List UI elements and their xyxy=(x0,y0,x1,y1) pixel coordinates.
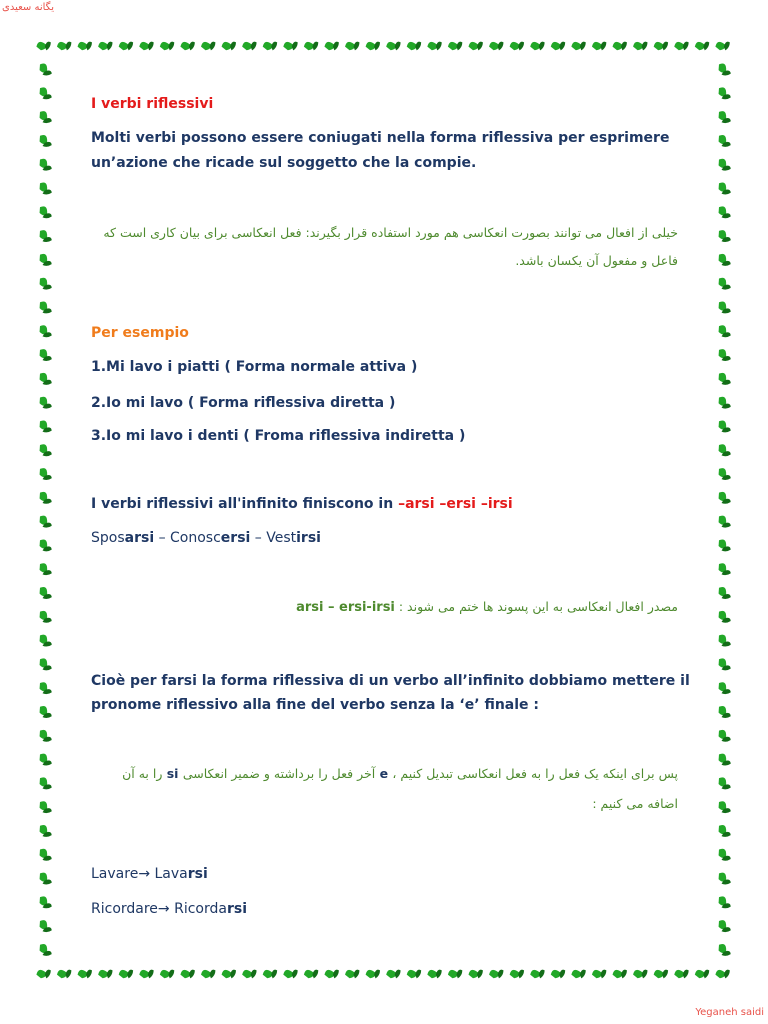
leaf-ornament xyxy=(715,228,733,245)
leaf-ornament xyxy=(715,657,733,674)
leaf-ornament xyxy=(303,38,321,53)
conversion-from: Ricordare xyxy=(91,901,158,917)
leaf-ornament xyxy=(36,62,54,79)
leaf-ornament xyxy=(467,38,485,53)
leaf-ornament xyxy=(35,966,53,981)
leaf-ornament xyxy=(488,966,506,981)
leaf-ornament xyxy=(36,728,54,745)
leaf-ornament xyxy=(715,538,733,555)
leaf-ornament xyxy=(220,966,238,981)
leaf-ornament xyxy=(159,38,177,53)
leaf-ornament xyxy=(56,966,74,981)
leaf-ornament xyxy=(323,966,341,981)
infinitive-endings: –arsi –ersi –irsi xyxy=(398,496,513,512)
leaf-ornament xyxy=(694,966,712,981)
ex1-c: – Conosc xyxy=(154,530,221,546)
leaf-ornament xyxy=(344,966,362,981)
leaf-ornament xyxy=(36,442,54,459)
infinitive-persian-endings: arsi – ersi-irsi xyxy=(296,600,395,615)
leaf-ornament xyxy=(715,490,733,507)
leaf-ornament xyxy=(76,38,94,53)
ex1-f: irsi xyxy=(296,530,321,546)
leaf-ornament xyxy=(715,442,733,459)
leaf-ornament xyxy=(97,966,115,981)
leaf-ornament xyxy=(714,38,732,53)
leaf-ornament xyxy=(36,204,54,221)
leaf-ornament xyxy=(36,252,54,269)
leaf-ornament xyxy=(36,514,54,531)
leaf-ornament xyxy=(715,204,733,221)
leaf-ornament xyxy=(715,347,733,364)
leaf-ornament xyxy=(36,395,54,412)
leaf-ornament xyxy=(591,966,609,981)
leaf-ornament xyxy=(715,775,733,792)
leaf-ornament xyxy=(36,847,54,864)
leaf-ornament xyxy=(200,38,218,53)
leaf-ornament xyxy=(529,966,547,981)
conversion-to-b: rsi xyxy=(187,866,208,882)
leaf-ornament xyxy=(118,966,136,981)
leaf-ornament xyxy=(529,38,547,53)
leaf-ornament xyxy=(262,38,280,53)
infinitive-examples xyxy=(91,530,321,546)
rule-fa-b: آخر فعل را برداشته و ضمیر انعکاسی xyxy=(182,766,376,781)
leaf-ornament xyxy=(36,181,54,198)
leaf-ornament xyxy=(36,585,54,602)
leaf-ornament xyxy=(467,966,485,981)
leaf-ornament xyxy=(611,966,629,981)
intro-persian-line-2: فاعل و مفعول آن یکسان باشد. xyxy=(515,253,678,268)
conversion-row xyxy=(91,866,208,882)
example-item-1: 1.Mi lavo i piatti ( Forma normale attiva ) xyxy=(91,359,418,375)
page-title: I verbi riflessivi xyxy=(91,96,214,112)
leaf-ornament xyxy=(447,966,465,981)
leaf-ornament xyxy=(36,538,54,555)
leaf-ornament xyxy=(715,252,733,269)
leaf-ornament xyxy=(715,514,733,531)
leaf-ornament xyxy=(632,38,650,53)
conversion-to-a: Lava xyxy=(150,866,188,882)
leaf-ornament xyxy=(570,38,588,53)
leaf-ornament xyxy=(323,38,341,53)
leaf-ornament xyxy=(36,109,54,126)
leaf-ornament xyxy=(36,942,54,959)
leaf-ornament xyxy=(385,38,403,53)
leaf-ornament xyxy=(36,157,54,174)
leaf-ornament xyxy=(76,966,94,981)
leaf-ornament xyxy=(282,38,300,53)
rule-fa-c: را به آن xyxy=(122,766,163,781)
leaf-ornament xyxy=(138,966,156,981)
leaf-ornament xyxy=(36,347,54,364)
leaf-ornament xyxy=(36,85,54,102)
leaf-ornament xyxy=(406,38,424,53)
leaf-ornament xyxy=(591,38,609,53)
leaf-ornament xyxy=(118,38,136,53)
leaf-ornament xyxy=(447,38,465,53)
leaf-ornament xyxy=(35,38,53,53)
conversion-arrow: → xyxy=(138,866,151,882)
leaf-ornament xyxy=(36,228,54,245)
rule-fa-si: si xyxy=(162,766,183,781)
leaf-ornament xyxy=(715,300,733,317)
leaf-ornament xyxy=(200,966,218,981)
leaf-ornament xyxy=(488,38,506,53)
leaf-ornament xyxy=(715,561,733,578)
leaf-ornament xyxy=(715,633,733,650)
leaf-ornament xyxy=(715,942,733,959)
leaf-ornament xyxy=(179,966,197,981)
leaf-ornament xyxy=(715,62,733,79)
leaf-ornament xyxy=(406,966,424,981)
leaf-ornament xyxy=(715,752,733,769)
leaf-ornament xyxy=(364,966,382,981)
ex1-e: – Vest xyxy=(250,530,297,546)
ex1-d: ersi xyxy=(220,530,251,546)
leaf-ornament xyxy=(570,966,588,981)
rule-persian-line-1 xyxy=(122,766,678,781)
leaf-ornament xyxy=(611,38,629,53)
intro-line-2: un’azione che ricade sul soggetto che la compie. xyxy=(91,155,477,171)
leaf-ornament xyxy=(36,276,54,293)
leaf-ornament xyxy=(262,966,280,981)
rule-fa-e: e xyxy=(375,766,393,781)
leaf-ornament xyxy=(694,38,712,53)
leaf-ornament xyxy=(715,799,733,816)
leaf-ornament xyxy=(673,966,691,981)
author-name-persian: یگانه سعیدی xyxy=(2,2,54,13)
leaf-ornament xyxy=(715,323,733,340)
ex1-b: arsi xyxy=(124,530,155,546)
leaf-ornament xyxy=(715,871,733,888)
rule-fa-a: پس برای اینکه یک فعل را به فعل انعکاسی تبدیل کنیم ، xyxy=(392,766,678,781)
leaf-ornament xyxy=(715,894,733,911)
leaf-ornament xyxy=(36,894,54,911)
leaf-ornament xyxy=(36,871,54,888)
infinitive-rule xyxy=(91,496,513,512)
leaf-ornament xyxy=(36,657,54,674)
leaf-ornament xyxy=(36,799,54,816)
leaf-ornament xyxy=(715,680,733,697)
example-item-3: 3.Io mi lavo i denti ( Froma riflessiva indiretta ) xyxy=(91,428,466,444)
leaf-ornament xyxy=(715,133,733,150)
leaf-ornament xyxy=(653,38,671,53)
leaf-ornament xyxy=(303,966,321,981)
leaf-ornament xyxy=(138,38,156,53)
ex1-a: Spos xyxy=(91,530,125,546)
leaf-ornament xyxy=(715,585,733,602)
leaf-ornament xyxy=(241,966,259,981)
author-name-footer: Yeganeh saidi xyxy=(695,1007,764,1018)
infinitive-persian xyxy=(296,599,678,615)
leaf-ornament xyxy=(715,371,733,388)
leaf-ornament xyxy=(426,966,444,981)
examples-heading: Per esempio xyxy=(91,325,189,341)
leaf-ornament xyxy=(36,633,54,650)
infinitive-rule-text: I verbi riflessivi all'infinito finiscono in xyxy=(91,496,399,512)
conversion-arrow: → xyxy=(157,901,170,917)
leaf-ornament xyxy=(715,847,733,864)
leaf-ornament xyxy=(715,276,733,293)
intro-line-1: Molti verbi possono essere coniugati nella forma riflessiva per esprimere xyxy=(91,130,670,146)
leaf-ornament xyxy=(364,38,382,53)
leaf-ornament xyxy=(673,38,691,53)
leaf-ornament xyxy=(715,419,733,436)
conversion-to-a: Ricorda xyxy=(169,901,227,917)
leaf-ornament xyxy=(56,38,74,53)
leaf-ornament xyxy=(36,490,54,507)
leaf-ornament xyxy=(36,133,54,150)
leaf-ornament xyxy=(715,728,733,745)
leaf-ornament xyxy=(715,466,733,483)
leaf-ornament xyxy=(550,966,568,981)
leaf-ornament xyxy=(715,157,733,174)
leaf-ornament xyxy=(282,966,300,981)
intro-persian-line-1: خیلی از افعال می توانند بصورت انعکاسی هم مورد استفاده قرار بگیرند: فعل انعکاسی برای بیان کاری است که xyxy=(103,225,678,240)
leaf-ornament xyxy=(715,823,733,840)
leaf-ornament xyxy=(509,966,527,981)
leaf-ornament xyxy=(36,300,54,317)
infinitive-persian-text: مصدر افعال انعکاسی به این پسوند ها ختم می شوند : xyxy=(398,599,678,614)
leaf-ornament xyxy=(715,918,733,935)
leaf-ornament xyxy=(653,966,671,981)
leaf-ornament xyxy=(509,38,527,53)
leaf-ornament xyxy=(385,966,403,981)
leaf-ornament xyxy=(36,561,54,578)
conversion-row xyxy=(91,901,247,917)
leaf-ornament xyxy=(97,38,115,53)
rule-persian-line-2: اضافه می کنیم : xyxy=(592,796,678,811)
leaf-ornament xyxy=(715,704,733,721)
leaf-ornament xyxy=(632,966,650,981)
leaf-ornament xyxy=(36,775,54,792)
leaf-ornament xyxy=(36,419,54,436)
leaf-ornament xyxy=(715,395,733,412)
leaf-ornament xyxy=(426,38,444,53)
leaf-ornament xyxy=(179,38,197,53)
example-item-2: 2.Io mi lavo ( Forma riflessiva diretta ) xyxy=(91,395,396,411)
leaf-ornament xyxy=(159,966,177,981)
conversion-to-b: rsi xyxy=(226,901,248,917)
leaf-ornament xyxy=(36,323,54,340)
leaf-ornament xyxy=(220,38,238,53)
rule-line-1: Cioè per farsi la forma riflessiva di un verbo all’infinito dobbiamo mettere il xyxy=(91,673,690,689)
leaf-ornament xyxy=(715,85,733,102)
leaf-ornament xyxy=(344,38,362,53)
leaf-ornament xyxy=(36,752,54,769)
leaf-ornament xyxy=(36,680,54,697)
leaf-ornament xyxy=(714,966,732,981)
leaf-ornament xyxy=(241,38,259,53)
leaf-ornament xyxy=(550,38,568,53)
leaf-ornament xyxy=(715,609,733,626)
leaf-ornament xyxy=(715,181,733,198)
conversion-from: Lavare xyxy=(91,866,139,882)
leaf-ornament xyxy=(36,609,54,626)
leaf-ornament xyxy=(36,823,54,840)
leaf-ornament xyxy=(715,109,733,126)
leaf-ornament xyxy=(36,371,54,388)
rule-line-2: pronome riflessivo alla fine del verbo senza la ‘e’ finale : xyxy=(91,697,539,713)
leaf-ornament xyxy=(36,704,54,721)
leaf-ornament xyxy=(36,918,54,935)
leaf-ornament xyxy=(36,466,54,483)
